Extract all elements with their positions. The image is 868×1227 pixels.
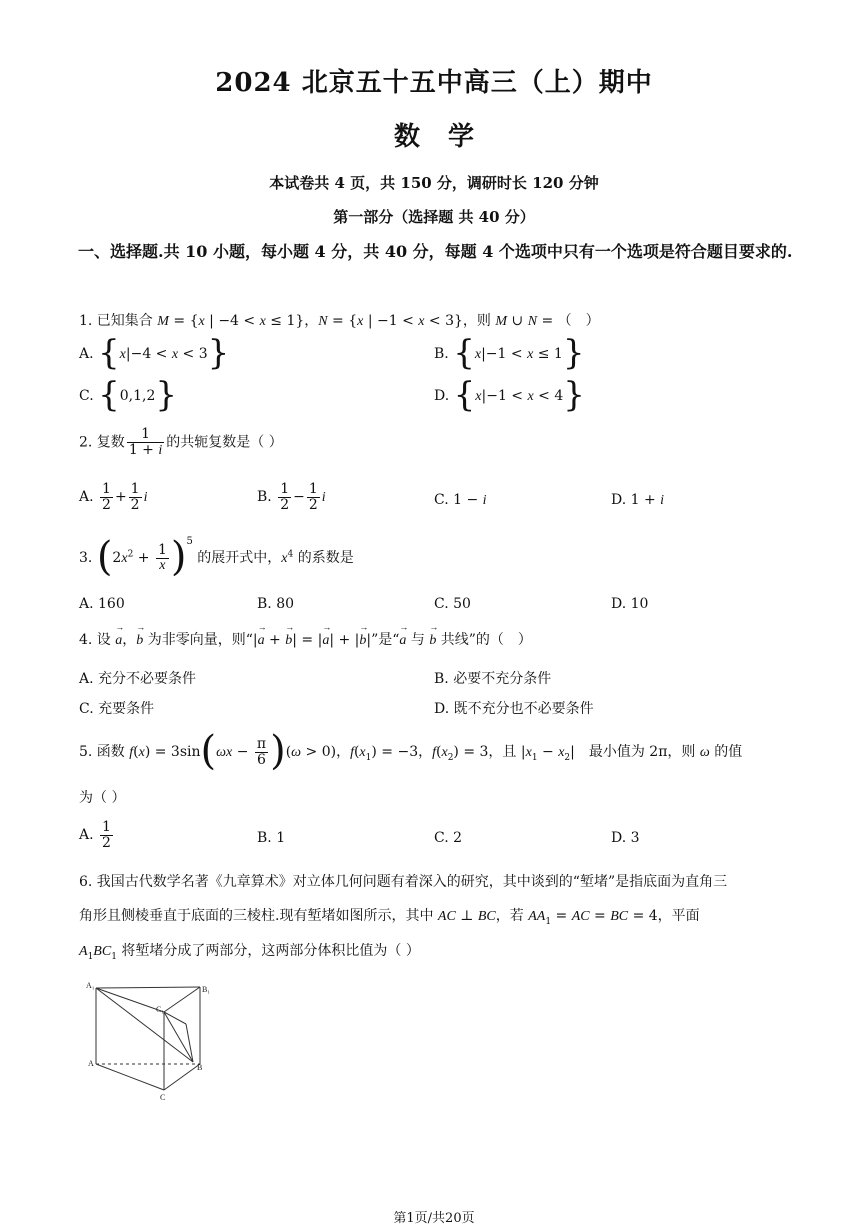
question-4-stem: 4. 设 a →，b → 为非零向量，则“|a → + b →| = |a →| + |b →|”是“a → 与 b → 共线”的（ ） [79, 629, 532, 649]
page-title: 2024 北京五十五中高三（上）期中 [215, 68, 653, 98]
page-footer: 第1页/共20页 [393, 1211, 475, 1226]
label-a1: A₁ [86, 981, 95, 990]
edge-c1b1 [164, 987, 200, 1012]
question-1-stem: 1. 已知集合 M = {x | −4 < x ≤ 1}，N = {x | −1 < x < 3}，则 M ∪ N = （ ） [79, 313, 600, 329]
question-6-stem-line1: 6. 我国古代数学名著《九章算术》对立体几何问题有着深入的研究，其中谈到的“堑堵”是指底面为直角三 [79, 874, 728, 890]
label-b: B [197, 1063, 203, 1072]
question-3-option-d: D. 10 [611, 596, 649, 612]
question-2-option-d: D. 1 + i [611, 492, 665, 508]
question-3-stem: 3. ($2x^2$ + $\frac{1}{x}$ )$^5$ 的展开式中，$x^4$ 的系数是 [79, 534, 354, 580]
question-5-option-b: B. 1 [257, 830, 286, 846]
question-2-option-c: C. 1 − i [434, 492, 487, 508]
label-a: A [88, 1059, 94, 1068]
edge-a1b [96, 988, 193, 1062]
prism-figure [80, 978, 230, 1106]
question-4-option-a: A. 充分不必要条件 [79, 671, 197, 687]
label-b1: B₁ [202, 985, 211, 994]
question-4-option-b: B. 必要不充分条件 [434, 671, 552, 687]
question-1-option-a: A. {x|−4 < x < 3} [79, 333, 230, 373]
edge-cb [164, 1063, 203, 1090]
exam-info: 本试卷共 4 页，共 150 分，调研时长 120 分钟 [269, 174, 599, 192]
edge-ac [96, 1064, 164, 1090]
question-3-option-c: C. 50 [434, 596, 471, 612]
question-6-stem-line2: 角形且侧棱垂直于底面的三棱柱.现有堑堵如图所示，其中 AC ⊥ BC，若 $AA_1$ = AC = BC = 4，平面 [79, 908, 700, 927]
question-2-option-b: B. $\frac{1}{2}$ − $\frac{1}{2}$ i [257, 481, 326, 513]
question-5-option-c: C. 2 [434, 830, 463, 846]
edge-a1c1 [96, 988, 164, 1012]
question-1-option-c: C. {0,1,2} [79, 375, 178, 415]
question-2-option-a: A. $\frac{1}{2}$ + $\frac{1}{2}$ i [79, 481, 148, 513]
question-2-stem: 2. 复数 $\frac{1}{1 + i}$ 的共轭复数是（ ） [79, 426, 283, 458]
section-heading: 一、选择题.共 10 小题，每小题 4 分，共 40 分，每题 4 个选项中只有一个选项是符合题目要求的. [78, 242, 793, 261]
question-5-option-a: A. $\frac{1}{2}$ [79, 819, 111, 851]
label-c: C [160, 1093, 166, 1102]
question-3-option-a: A. 160 [79, 596, 125, 612]
subject-title: 数学 [393, 122, 502, 152]
edge-a1b1 [96, 987, 200, 988]
question-3-option-b: B. 80 [257, 596, 295, 612]
question-5-option-d: D. 3 [611, 830, 640, 846]
question-1-option-d: D. {x|−1 < x < 4} [434, 375, 585, 415]
question-4-option-d: D. 既不充分也不必要条件 [434, 701, 594, 717]
part-heading: 第一部分（选择题 共 40 分） [333, 208, 535, 226]
question-1-option-b: B. {x|−1 < x ≤ 1} [434, 333, 585, 373]
question-6-stem-line3: $A_1BC_1$ 将堑堵分成了两部分，这两部分体积比值为（ ） [79, 943, 420, 962]
question-4-option-c: C. 充要条件 [79, 701, 155, 717]
question-5-stem-line2: 为（ ） [79, 790, 126, 806]
question-5-stem-line1: 5. 函数 f(x) = 3sin(ωx − $\frac{\pi}{6}$ )(ω > 0)，$f(x_1) = -3$，$f(x_2) = 3$，且 $|x_1 - x_2|$ 最小值为 2π，则 ω 的值 [79, 728, 743, 775]
label-c1: C₁ [156, 1005, 165, 1014]
